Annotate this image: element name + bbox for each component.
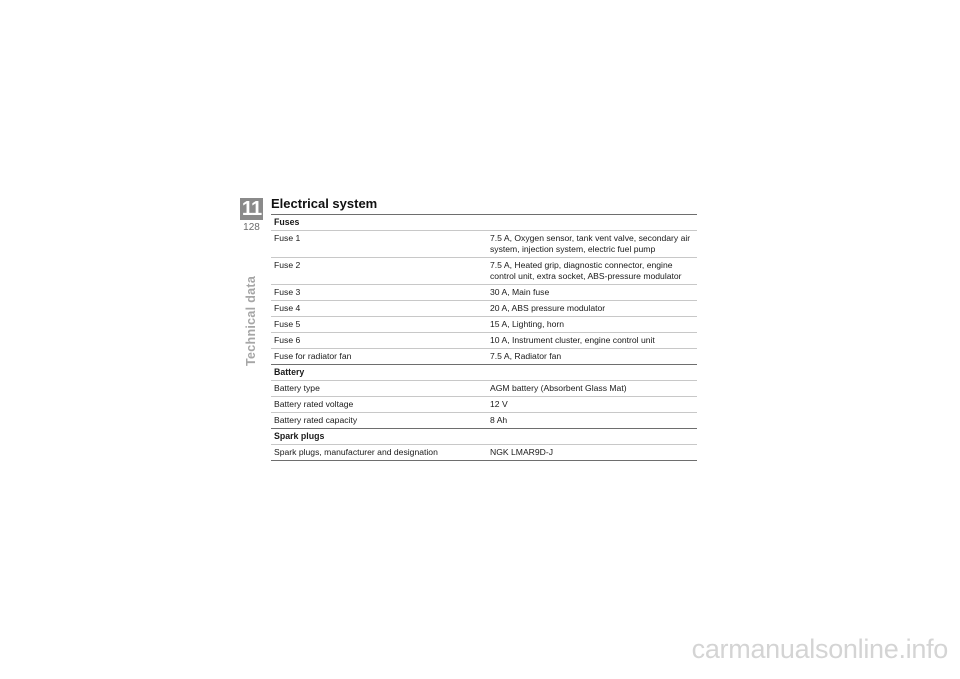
section-header-battery (271, 365, 697, 381)
section-title: Spark plugs (271, 429, 697, 445)
watermark: carmanualsonline.info (691, 634, 948, 664)
table-row (271, 413, 697, 429)
electrical-spec-table (271, 214, 697, 461)
table-row (271, 445, 697, 461)
spec-label: Battery rated voltage (271, 397, 487, 413)
table-row (271, 285, 697, 301)
spec-label: Fuse 6 (271, 333, 487, 349)
spec-value: NGK LMAR9D-J (487, 445, 697, 461)
spec-label: Fuse 2 (271, 258, 487, 285)
section-title: Battery (271, 365, 697, 381)
page-number: 128 (243, 222, 260, 233)
page-heading: Electrical system (271, 196, 378, 211)
table-row (271, 301, 697, 317)
spec-label: Battery rated capacity (271, 413, 487, 429)
spec-label: Fuse for radiator fan (271, 349, 487, 365)
table-row (271, 333, 697, 349)
spec-value: 20 A, ABS pressure modulator (487, 301, 697, 317)
spec-label: Fuse 1 (271, 231, 487, 258)
spec-value: 8 Ah (487, 413, 697, 429)
spec-value: AGM battery (Absorbent Glass Mat) (487, 381, 697, 397)
chapter-tab (240, 198, 263, 238)
section-header-spark-plugs (271, 429, 697, 445)
spec-label: Fuse 4 (271, 301, 487, 317)
table-row (271, 381, 697, 397)
spec-value: 7.5 A, Oxygen sensor, tank vent valve, secondary air system, injection system, electric fuel pump (487, 231, 697, 258)
spec-value: 10 A, Instrument cluster, engine control unit (487, 333, 697, 349)
table-row (271, 258, 697, 285)
spec-value: 30 A, Main fuse (487, 285, 697, 301)
table-row (271, 349, 697, 365)
table-row (271, 231, 697, 258)
spec-label: Spark plugs, manufacturer and designation (271, 445, 487, 461)
table-row (271, 397, 697, 413)
spec-value: 15 A, Lighting, horn (487, 317, 697, 333)
spec-value: 7.5 A, Radiator fan (487, 349, 697, 365)
spec-label: Fuse 3 (271, 285, 487, 301)
spec-label: Fuse 5 (271, 317, 487, 333)
chapter-number: 11 (241, 198, 262, 220)
section-title: Fuses (271, 215, 697, 231)
table-row (271, 317, 697, 333)
chapter-title: Technical data (244, 275, 258, 366)
section-header-fuses (271, 215, 697, 231)
spec-value: 7.5 A, Heated grip, diagnostic connector, engine control unit, extra socket, ABS-pressure modulator (487, 258, 697, 285)
spec-value: 12 V (487, 397, 697, 413)
spec-label: Battery type (271, 381, 487, 397)
